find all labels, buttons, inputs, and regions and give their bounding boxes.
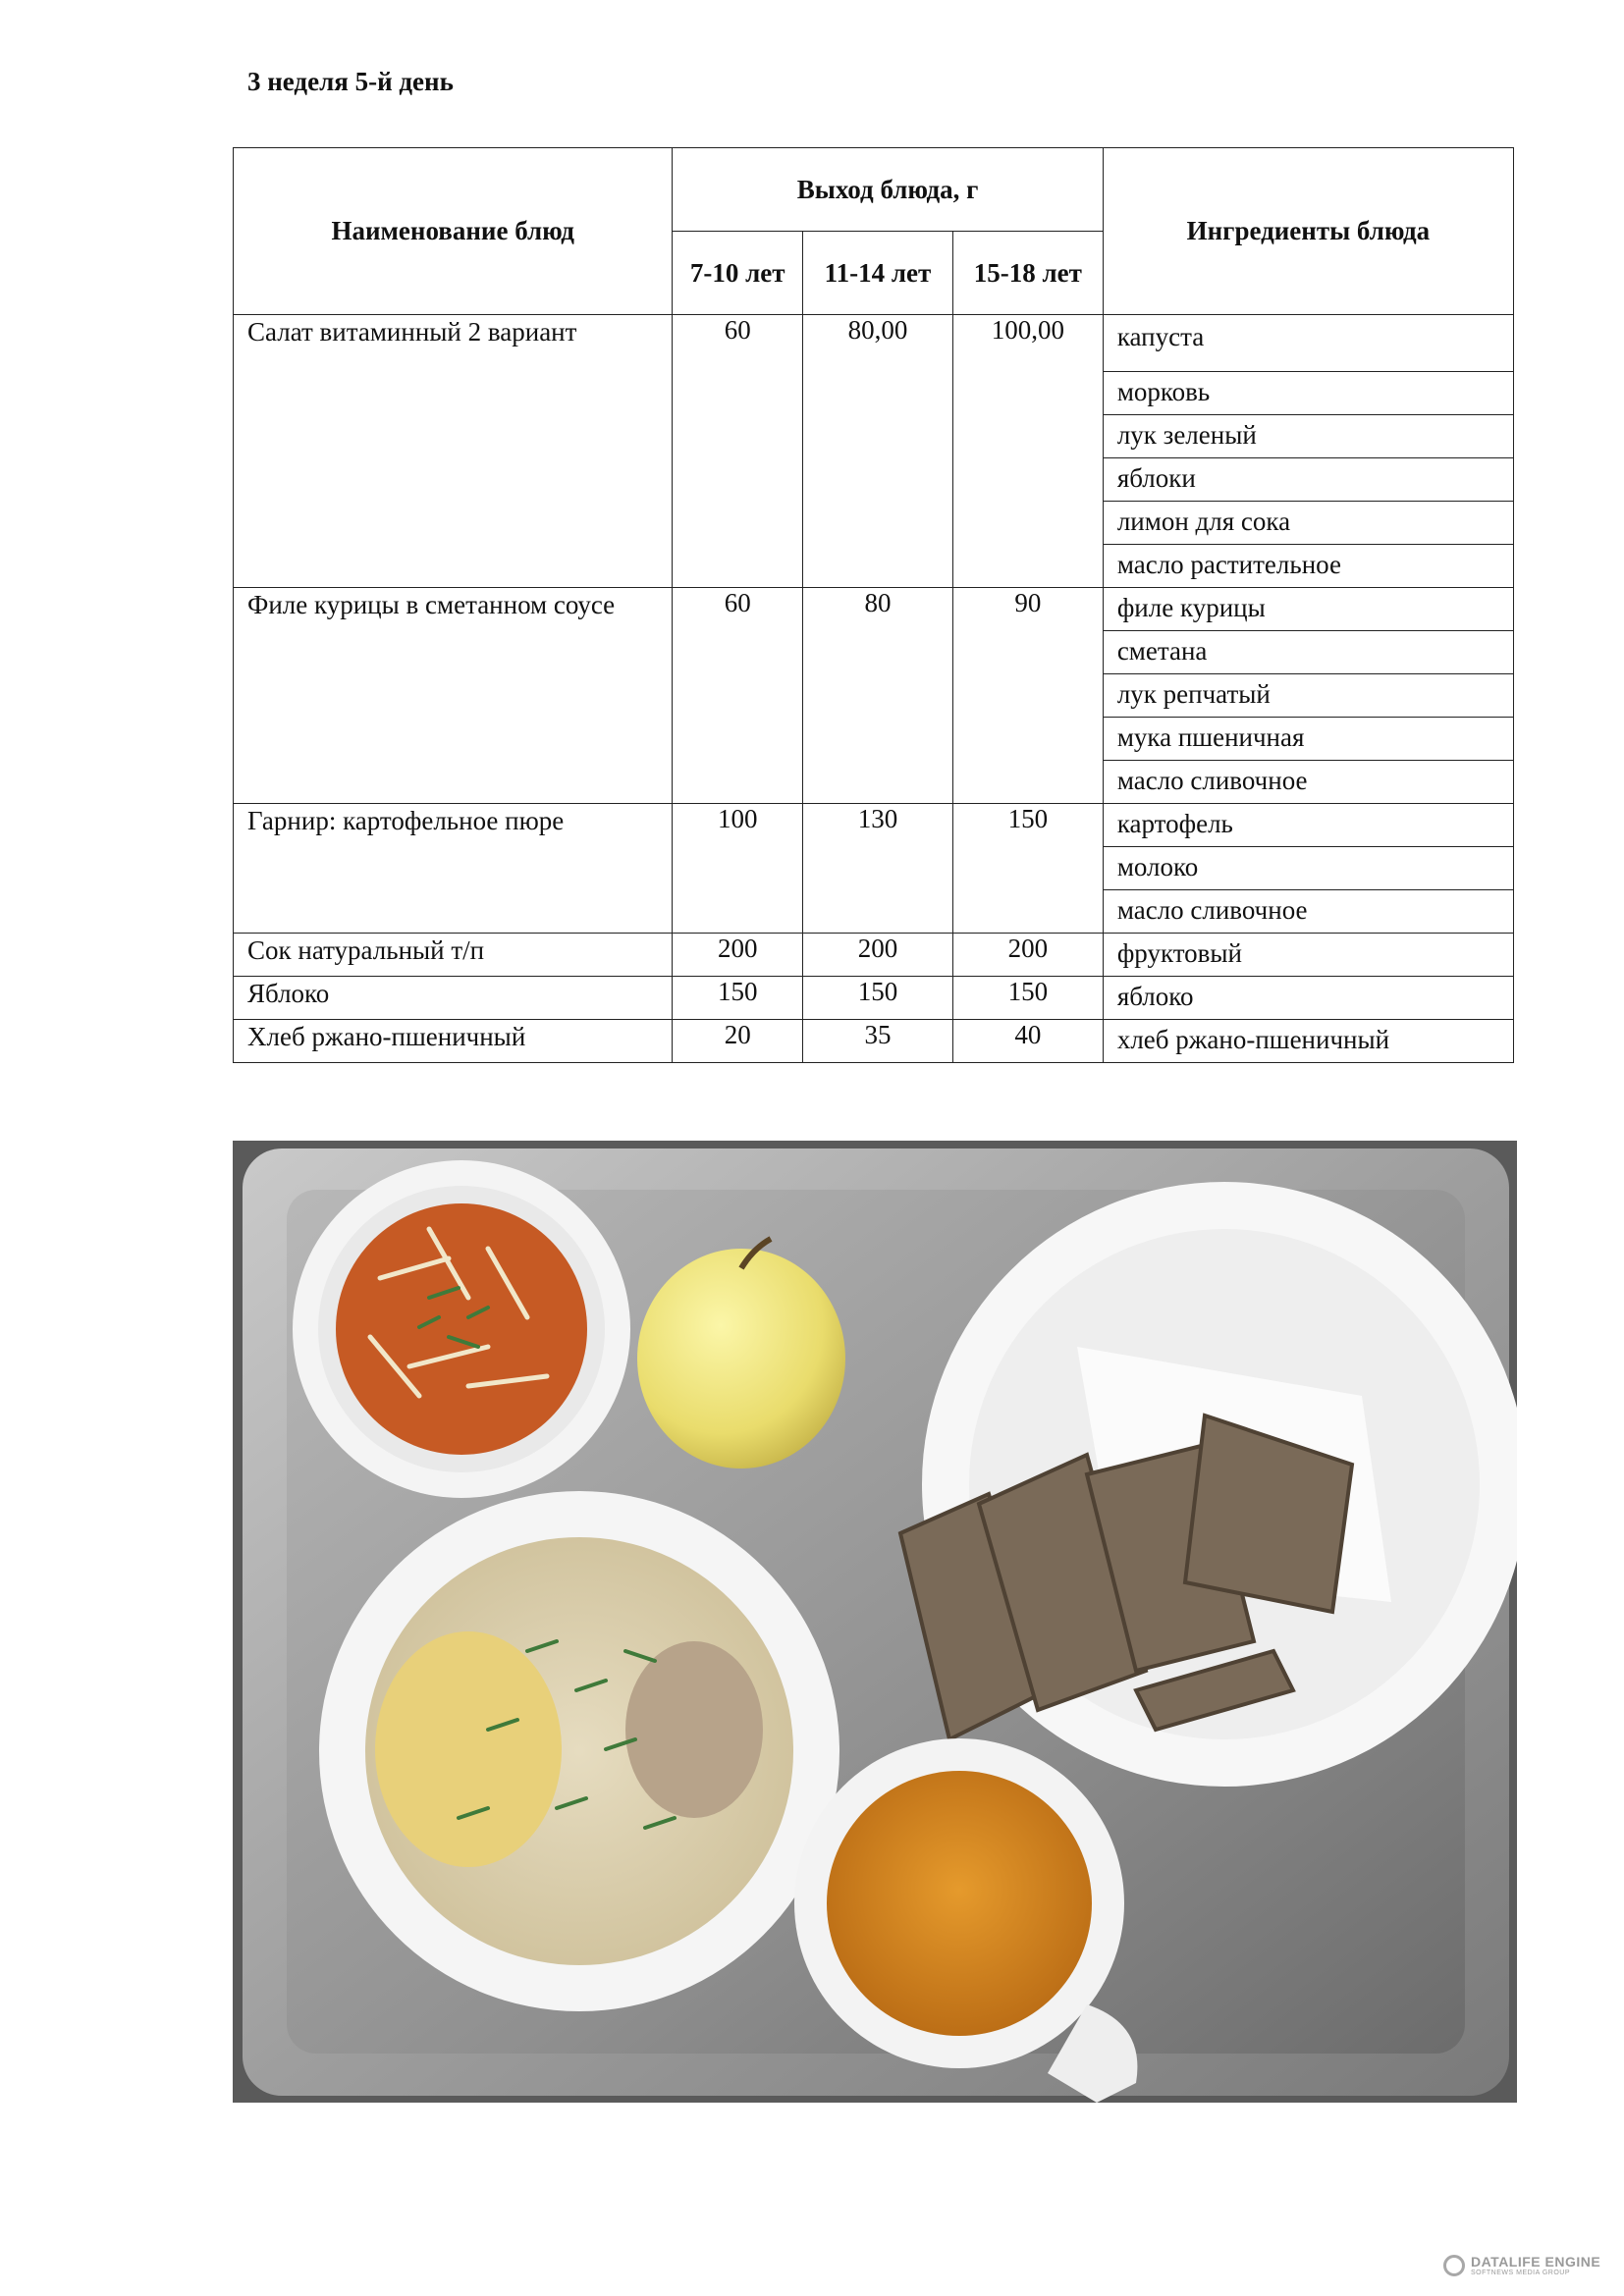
- yield-15-18: 200: [952, 934, 1103, 977]
- lunch-photo: [233, 1141, 1517, 2103]
- header-yield: Выход блюда, г: [673, 148, 1103, 232]
- ingredient-cell: сметана: [1103, 631, 1513, 674]
- ingredient-cell: молоко: [1103, 847, 1513, 890]
- ingredient-cell: масло сливочное: [1103, 761, 1513, 804]
- ingredient-cell: морковь: [1103, 372, 1513, 415]
- table-row: [234, 934, 1514, 977]
- ingredient-cell: яблоко: [1103, 977, 1513, 1020]
- yield-7-10: 100: [673, 804, 803, 934]
- yield-11-14: 80,00: [803, 315, 953, 588]
- header-age-11-14: 11-14 лет: [803, 232, 953, 315]
- yield-7-10: 60: [673, 588, 803, 804]
- ingredient-cell: картофель: [1103, 804, 1513, 847]
- watermark-brand: DATALIFE ENGINE: [1471, 2254, 1601, 2269]
- ingredient-cell: масло растительное: [1103, 545, 1513, 588]
- ingredient-cell: лимон для сока: [1103, 502, 1513, 545]
- ingredient-cell: филе курицы: [1103, 588, 1513, 631]
- ingredient-cell: хлеб ржано-пшеничный: [1103, 1020, 1513, 1063]
- yield-15-18: 40: [952, 1020, 1103, 1063]
- table-row: [234, 315, 1514, 372]
- ingredient-cell: капуста: [1103, 315, 1513, 372]
- ingredient-cell: лук репчатый: [1103, 674, 1513, 718]
- header-ingredients: Ингредиенты блюда: [1103, 148, 1513, 315]
- ingredient-cell: мука пшеничная: [1103, 718, 1513, 761]
- table-row: [234, 588, 1514, 631]
- watermark-sub: SOFTNEWS MEDIA GROUP: [1471, 2269, 1571, 2276]
- table-row: [234, 804, 1514, 847]
- dish-name: Салат витаминный 2 вариант: [234, 315, 673, 588]
- yield-11-14: 200: [803, 934, 953, 977]
- menu-table: [233, 147, 1514, 1063]
- ingredient-cell: яблоки: [1103, 458, 1513, 502]
- datalife-logo-icon: [1443, 2255, 1465, 2276]
- yield-7-10: 60: [673, 315, 803, 588]
- header-dish-name: Наименование блюд: [234, 148, 673, 315]
- dish-name: Хлеб ржано-пшеничный: [234, 1020, 673, 1063]
- watermark: [1443, 2254, 1600, 2276]
- header-age-7-10: 7-10 лет: [673, 232, 803, 315]
- ingredient-cell: лук зеленый: [1103, 415, 1513, 458]
- dish-name: Филе курицы в сметанном соусе: [234, 588, 673, 804]
- dish-name: Гарнир: картофельное пюре: [234, 804, 673, 934]
- yield-11-14: 35: [803, 1020, 953, 1063]
- yield-7-10: 150: [673, 977, 803, 1020]
- table-row: [234, 977, 1514, 1020]
- header-age-15-18: 15-18 лет: [952, 232, 1103, 315]
- dish-name: Сок натуральный т/п: [234, 934, 673, 977]
- yield-15-18: 150: [952, 804, 1103, 934]
- yield-15-18: 150: [952, 977, 1103, 1020]
- yield-11-14: 150: [803, 977, 953, 1020]
- yield-15-18: 90: [952, 588, 1103, 804]
- yield-15-18: 100,00: [952, 315, 1103, 588]
- yield-7-10: 200: [673, 934, 803, 977]
- menu-body: [234, 315, 1514, 1063]
- ingredient-cell: фруктовый: [1103, 934, 1513, 977]
- page-title: 3 неделя 5-й день: [247, 67, 454, 96]
- yield-7-10: 20: [673, 1020, 803, 1063]
- yield-11-14: 130: [803, 804, 953, 934]
- table-row: [234, 1020, 1514, 1063]
- dish-name: Яблоко: [234, 977, 673, 1020]
- yield-11-14: 80: [803, 588, 953, 804]
- ingredient-cell: масло сливочное: [1103, 890, 1513, 934]
